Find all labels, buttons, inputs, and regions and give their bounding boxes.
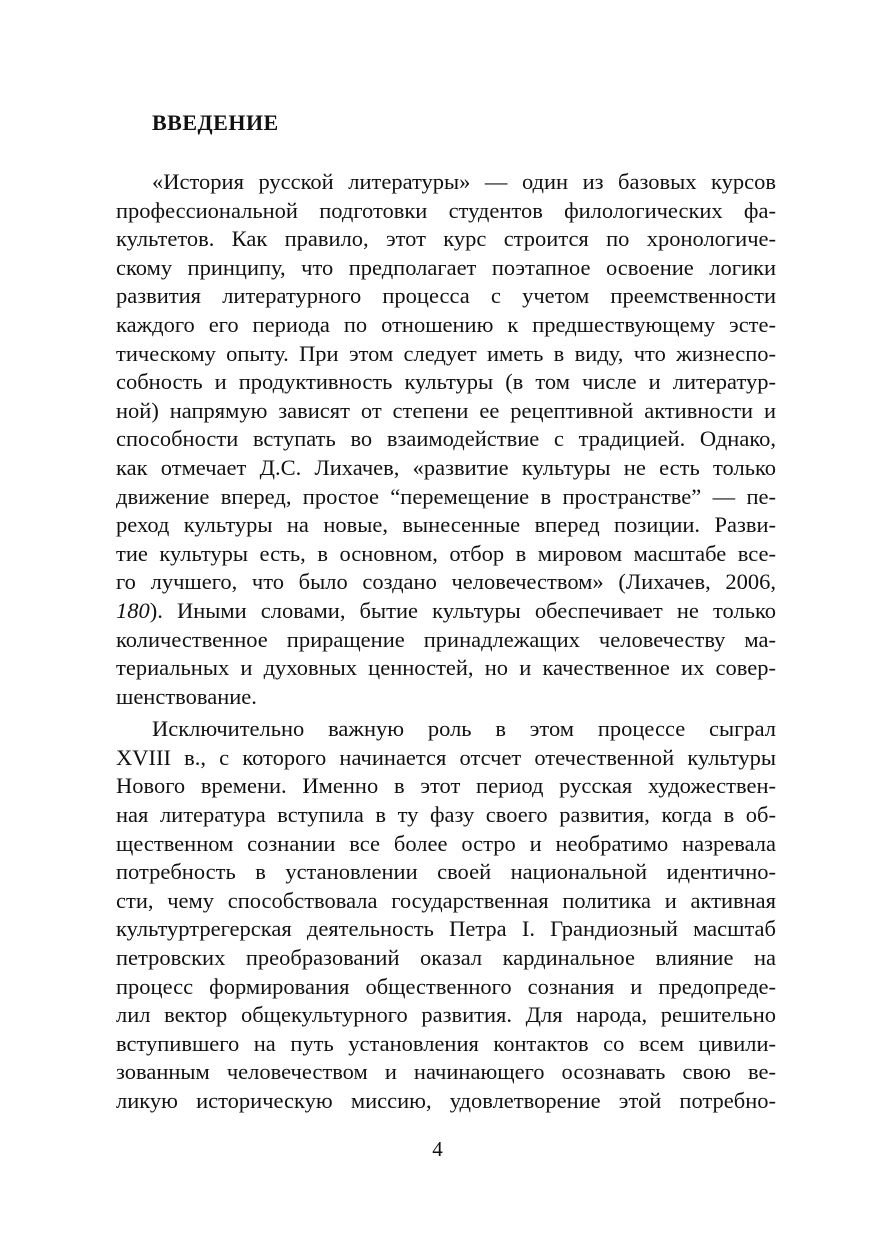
text-line: ликую историческую миссию, удовлетворение этой потребно- — [116, 1088, 776, 1113]
text-line: тическому опыту. При этом следует иметь в виду, что жизнеспо- — [116, 340, 776, 366]
text-line: ной) напрямую зависят от степени ее рецептивной активности и — [116, 397, 776, 423]
body-text — [116, 168, 776, 1116]
text-line: количественное приращение принадлежащих человечеству ма- — [116, 626, 776, 652]
text-line: Исключительно важную роль в этом процессе сыграл — [152, 716, 776, 742]
text-line: щественном сознании все более остро и необратимо назревала — [116, 830, 776, 856]
text-line: как отмечает Д.С. Лихачев, «развитие культуры не есть только — [116, 454, 776, 480]
text-line: шенствование. — [116, 683, 257, 709]
citation-rest: ). Иными словами, бытие культуры обеспечивает не только — [149, 597, 776, 623]
text-line: го лучшего, что было создано человечеством» (Лихачев, 2006, — [116, 569, 776, 595]
text-line: способности вступать во взаимодействие с традицией. Однако, — [116, 426, 776, 452]
text-line: зованным человечеством и начинающего осознавать свою ве- — [116, 1059, 776, 1085]
text-line: реход культуры на новые, вынесенные вперед позиции. Разви- — [116, 512, 776, 538]
page-number: 4 — [432, 1137, 443, 1161]
text-line: профессиональной подготовки студентов филологических фа- — [116, 197, 776, 223]
text-line: XVIII в., с которого начинается отсчет отечественной культуры — [116, 744, 776, 770]
text-line-citation — [116, 597, 776, 626]
text-line: териальных и духовных ценностей, но и качественное их совер- — [116, 655, 776, 681]
text-line: Нового времени. Именно в этот период русская художествен- — [116, 773, 776, 799]
text-line: культетов. Как правило, этот курс строится по хронологиче- — [116, 226, 776, 252]
paragraph-1 — [116, 168, 776, 711]
text-line: петровских преобразований оказал кардинальное влияние на — [116, 945, 776, 971]
citation-page: 180 — [116, 597, 150, 623]
text-line: «История русской литературы» — один из базовых курсов — [152, 169, 776, 194]
text-line: тие культуры есть, в основном, отбор в мировом масштабе все- — [116, 540, 776, 566]
text-line: развития литературного процесса с учетом преемственности — [116, 283, 776, 309]
text-line: культуртрегерская деятельность Петра I. Грандиозный масштаб — [116, 916, 776, 942]
text-line: сти, чему способствовала государственная политика и активная — [116, 887, 776, 913]
text-line: лил вектор общекультурного развития. Для народа, решительно — [116, 1002, 776, 1028]
text-line: собность и продуктивность культуры (в том числе и литератур- — [116, 369, 776, 395]
text-line: движение вперед, простое “перемещение в пространстве” — пе- — [116, 483, 776, 509]
text-line: скому принципу, что предполагает поэтапное освоение логики — [116, 254, 776, 280]
text-line: ная литература вступила в ту фазу своего развития, когда в об- — [116, 802, 776, 828]
paragraph-2 — [116, 715, 776, 1115]
text-line: процесс формирования общественного сознания и предопреде- — [116, 973, 776, 999]
text-line: потребность в установлении своей национальной идентично- — [116, 859, 776, 885]
text-line: вступившего на путь установления контактов со всем цивили- — [116, 1030, 776, 1056]
text-line: каждого его периода по отношению к предшествующему эсте- — [116, 311, 776, 337]
section-heading: ВВЕДЕНИЕ — [152, 110, 279, 135]
